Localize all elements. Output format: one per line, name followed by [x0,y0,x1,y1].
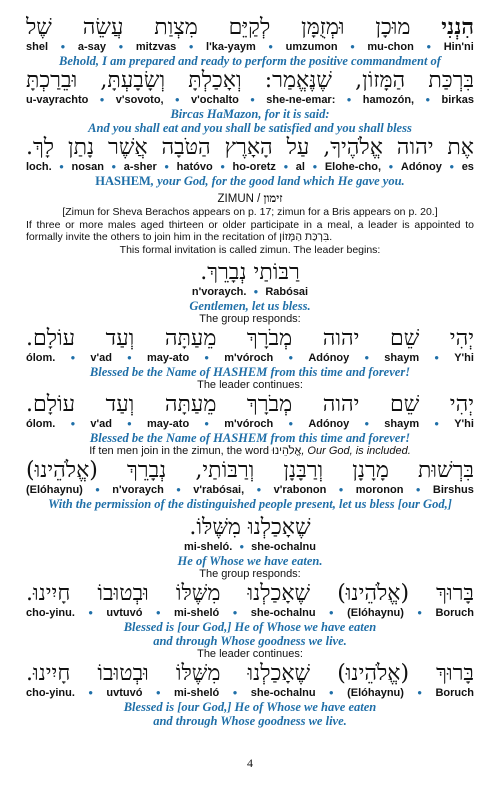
word-separator-dot: ● [164,162,170,171]
sheochalnu-english: He of Whose we have eaten. [177,554,323,568]
word-separator-dot: ● [127,419,132,428]
transliteration-word: v'ochalto [191,94,239,106]
word-separator-dot: ● [425,95,431,104]
transliteration-word: mi-sheló [174,687,220,699]
transliteration-word: she-ochalnu [251,541,316,553]
word-separator-dot: ● [70,353,76,362]
word-separator-dot: ● [338,485,344,494]
intro2-hebrew-line: בִּרְכַּת הַמָּזוֹן, שֶׁנֶּאֱמַר: וְאָכַלְתָּ וְשָׂבָעְתָּ, וּבֵרַכְתָּ [26,68,474,93]
transliteration-word: (Elóhaynu) [26,484,83,496]
leader-call-hebrew: רַבּוֹתַי נְבָרֵךְ. [200,260,300,285]
transliteration-word: Hin'ni [443,41,474,53]
transliteration-word: al [295,161,305,173]
sheochalnu-transliteration [26,541,474,554]
transliteration-word: n'voraych [112,484,164,496]
minyan-note-hebrew: אֱלֹהֵינוּ [272,445,302,457]
transliteration-word: cho-yinu. [26,607,75,619]
transliteration-word: shaym [384,352,420,364]
intro-english: Behold, I am prepared and ready to perform the positive commandment of [59,54,441,68]
word-separator-dot: ● [434,419,440,428]
word-separator-dot: ● [232,688,238,697]
hashem-word: HASHEM [95,174,151,188]
minyan-note-pre: If ten men join in the zimun, the word [89,445,273,457]
zimun-heading-latin: ZIMUN [217,193,254,205]
transliteration-word: ólom. [26,418,56,430]
page-number: 4 [247,756,253,770]
leader-call-transliteration [26,286,474,299]
transliteration-word: hatóvo [176,161,213,173]
transliteration-word: Y'hi [454,352,474,364]
transliteration-word: cho-yinu. [26,687,75,699]
transliteration-word: n'voraych. [191,286,247,298]
word-separator-dot: ● [346,95,352,104]
word-separator-dot: ● [417,608,423,617]
transliteration-word: may-ato [146,418,190,430]
transliteration-word: v'sovoto, [115,94,164,106]
word-separator-dot: ● [99,95,105,104]
transliteration-word: nosan [71,161,104,173]
word-separator-dot: ● [417,688,423,697]
boruch2-english-2: and through Whose goodness we live. [153,714,347,728]
response2-hebrew: יְהִי שֵׁם יהוה מְבֹרָךְ מֵעַתָּה וְעַד עוֹלָם. [26,392,474,417]
intro-hebrew-line [26,14,474,41]
boruch2-transliteration [26,687,474,700]
word-separator-dot: ● [434,353,440,362]
word-separator-dot: ● [232,608,238,617]
word-separator-dot: ● [449,162,455,171]
transliteration-word: mitzvas [135,41,177,53]
boruch1-hebrew: בָּרוּךְ (אֱלֹהֵינוּ) שֶׁאָכַלְנוּ מִשֶּׁלּוֹ וּבְטוּבוֹ חָיִינוּ. [26,581,474,606]
transliteration-word: hamozón, [362,94,415,106]
transliteration-word: ólom. [26,352,56,364]
word-separator-dot: ● [204,353,210,362]
transliteration-word: (Elóhaynu) [347,687,404,699]
word-separator-dot: ● [111,162,117,171]
transliteration-word: l'ka-yaym [206,41,256,53]
word-separator-dot: ● [174,95,180,104]
transliteration-word: birkas [441,94,474,106]
transliteration-word: v'rabósai, [193,484,245,496]
group-responds-instruction-1: The group responds: [199,313,301,325]
zimun-instruction-end: . [329,231,333,243]
word-separator-dot: ● [328,608,334,617]
transliteration-word: she-ochalnu [250,607,316,619]
transliteration-word: mi-sheló. [184,541,233,553]
transliteration-word: a-sher [123,161,157,173]
intro3-hebrew-line: אֶת יהוה אֱלֹהֶיךָ, עַל הָאָרֶץ הַטֹּבָה אֲשֶׁר נָתַן לָךְ. [26,135,474,160]
zimun-definition-note: This formal invitation is called zimun. The leader begins: [119,243,381,256]
intro2-english-1: Bircas HaMazon, for it is said: [170,107,330,121]
boruch2-english-1: Blessed is [our God,] He of Whose we have eaten [123,700,377,714]
zimun-heading-hebrew: זימון [263,191,283,205]
word-separator-dot: ● [288,419,294,428]
word-separator-dot: ● [256,485,262,494]
intro2-transliteration [26,94,474,107]
word-separator-dot: ● [70,419,76,428]
word-separator-dot: ● [176,485,181,494]
birshus-transliteration [26,484,474,497]
word-separator-dot: ● [415,485,421,494]
word-separator-dot: ● [350,42,355,51]
transliteration-word: Boruch [435,607,474,619]
word-separator-dot: ● [188,42,194,51]
transliteration-word: uvtuvó [106,687,143,699]
word-separator-dot: ● [60,42,66,51]
word-separator-dot: ● [253,287,259,296]
transliteration-word: loch. [26,161,52,173]
transliteration-word: may-ato [146,352,190,364]
transliteration-word: moronon [355,484,404,496]
word-separator-dot: ● [88,608,94,617]
transliteration-word: shel [26,41,49,53]
word-separator-dot: ● [88,688,94,697]
response1-english: Blessed be the Name of HASHEM from this time and forever! [89,365,411,379]
sheochalnu-hebrew: שֶׁאָכַלְנוּ מִשֶּׁלּוֹ. [189,515,311,540]
birshus-hebrew: בִּרְשׁוּת מָרָנָן וְרַבָּנָן וְרַבּוֹתַי, נְבָרֵךְ (אֱלֹהֵינוּ) [26,458,474,483]
transliteration-word: a-say [77,41,106,53]
word-separator-dot: ● [328,688,334,697]
word-separator-dot: ● [388,162,394,171]
transliteration-word: Adónoy [400,161,442,173]
word-separator-dot: ● [239,542,245,551]
minyan-note [26,445,474,458]
zimun-instruction-text: If three or more males aged thirteen or older participate in a meal, a leader is appointed to formally invite the others to join him in the recitation of [26,218,474,243]
transliteration-word: Y'hi [454,418,474,430]
intro-transliteration [26,41,474,54]
transliteration-word: umzumon [285,41,338,53]
transliteration-word: Birshus [432,484,474,496]
boruch1-english-1: Blessed is [our God,] He of Whose we have eaten [123,620,377,634]
transliteration-word: ho-oretz [232,161,276,173]
zimun-crossref-note: [Zimun for Sheva Berachos appears on p. 17; zimun for a Bris appears on p. 20.] [62,206,438,218]
transliteration-word: Adónoy [308,352,350,364]
response2-english: Blessed be the Name of HASHEM from this time and forever! [89,431,411,445]
transliteration-word: she-ne-emar: [266,94,336,106]
transliteration-word: Rabósai [265,286,309,298]
word-separator-dot: ● [283,162,289,171]
intro3-english-rest: , your God, for the good land which He gave you. [150,174,405,188]
transliteration-word: uvtuvó [106,607,143,619]
intro3-english [26,174,474,188]
transliteration-word: shaym [384,418,420,430]
transliteration-word: es [461,161,474,173]
birshus-english: With the permission of the distinguished people present, let us bless [our God,] [48,497,452,511]
response1-transliteration [26,352,474,365]
zimun-instruction-note [26,219,474,244]
word-separator-dot: ● [250,95,256,104]
intro-hebrew-rest: מוּכָן וּמְזֻמָּן לְקַיֵּם מִצְוַת עֲשֵׂה שֶׁל [26,15,442,40]
zimun-instruction-hebrew: בִּרְכַּת הַמָּזוֹן [279,231,330,243]
minyan-note-post: , Our God, is included. [301,445,411,457]
transliteration-word: u-vayrachto [26,94,89,106]
transliteration-word: m'vóroch [224,352,274,364]
transliteration-word: Boruch [435,687,474,699]
boruch1-english-2: and through Whose goodness we live. [153,634,347,648]
response2-transliteration [26,418,474,431]
word-separator-dot: ● [59,162,65,171]
word-separator-dot: ● [312,162,318,171]
group-responds-instruction-2: The group responds: [199,568,301,580]
transliteration-word: m'vóroch [224,418,274,430]
word-separator-dot: ● [288,353,294,362]
intro3-transliteration [26,161,474,174]
word-separator-dot: ● [118,42,124,51]
transliteration-word: Adónoy [308,418,350,430]
word-separator-dot: ● [127,353,132,362]
intro2-english-2: And you shall eat and you shall be satisfied and you shall bless [88,121,412,135]
transliteration-word: mi-sheló [174,607,220,619]
leader-call-english: Gentlemen, let us bless. [189,299,311,313]
transliteration-word: v'ad [90,418,112,430]
transliteration-word: (Elóhaynu) [347,607,404,619]
word-separator-dot: ● [426,42,432,51]
word-separator-dot: ● [95,485,100,494]
word-separator-dot: ● [204,419,210,428]
transliteration-word: mu-chon [367,41,414,53]
word-separator-dot: ● [155,688,161,697]
leader-continues-instruction-1: The leader continues: [197,379,303,391]
boruch1-transliteration [26,607,474,620]
transliteration-word: Elohe-cho, [324,161,382,173]
zimun-heading: ZIMUN / זימון [217,191,283,205]
word-separator-dot: ● [155,608,161,617]
boruch2-hebrew: בָּרוּךְ (אֱלֹהֵינוּ) שֶׁאָכַלְנוּ מִשֶּׁלּוֹ וּבְטוּבוֹ חָיִינוּ. [26,661,474,686]
transliteration-word: v'ad [90,352,112,364]
transliteration-word: v'rabonon [273,484,327,496]
response1-hebrew: יְהִי שֵׁם יהוה מְבֹרָךְ מֵעַתָּה וְעַד עוֹלָם. [26,326,474,351]
word-separator-dot: ● [220,162,226,171]
word-separator-dot: ● [268,42,274,51]
word-separator-dot: ● [364,419,370,428]
hinni-word: הִנְנִי [441,14,474,40]
leader-continues-instruction-2: The leader continues: [197,648,303,660]
word-separator-dot: ● [364,353,370,362]
transliteration-word: she-ochalnu [250,687,316,699]
